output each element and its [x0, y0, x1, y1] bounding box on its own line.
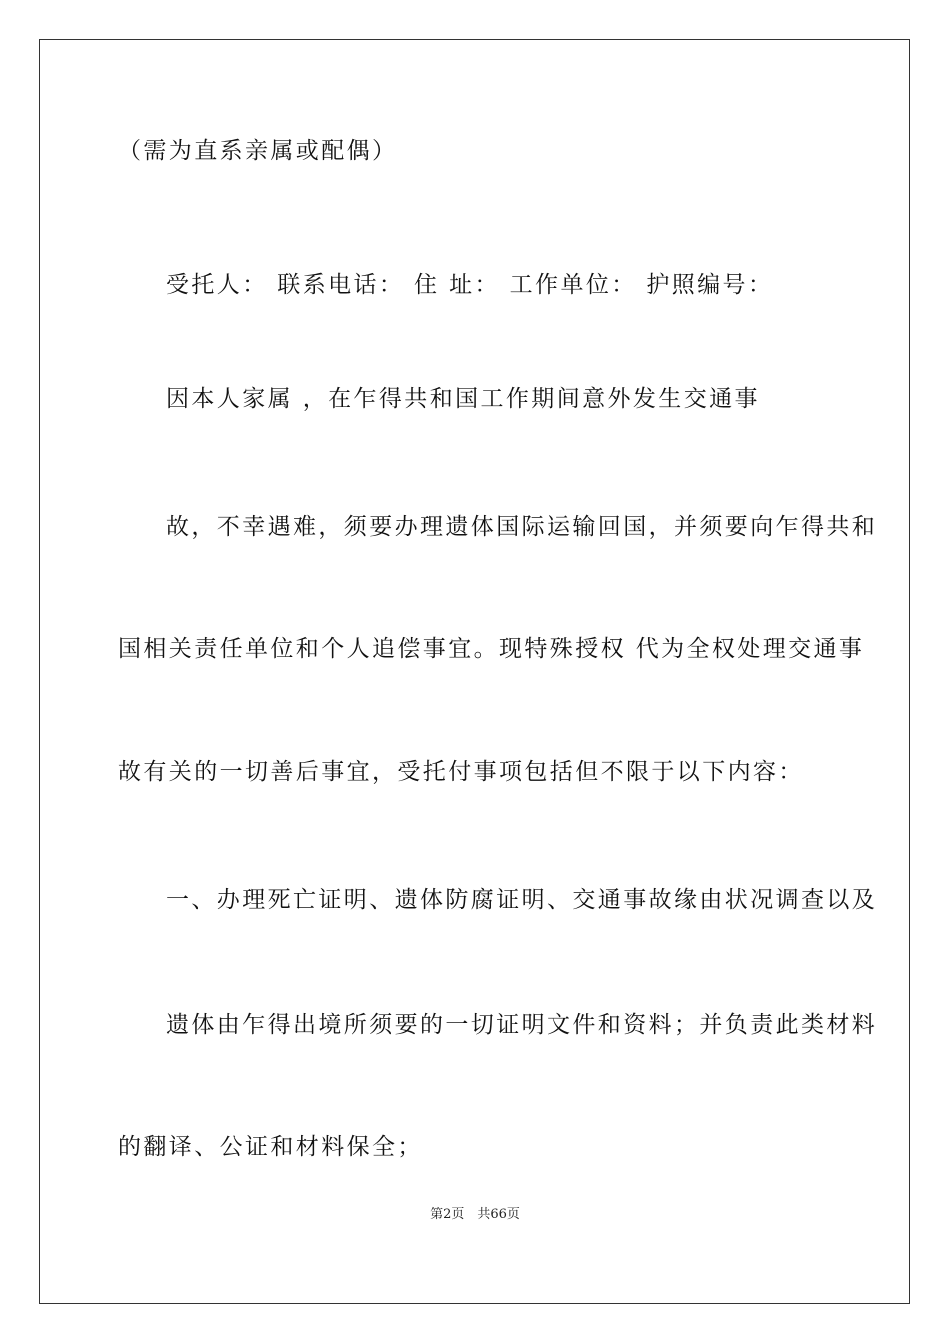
text-line-trustee-fields: 受托人： 联系电话： 住 址： 工作单位： 护照编号：	[166, 272, 774, 298]
page-frame	[39, 39, 910, 1304]
text-line-relation-note: （需为直系亲属或配偶）	[118, 138, 398, 164]
text-line-paragraph-2: 故，不幸遇难，须要办理遗体国际运输回国，并须要向乍得共和	[166, 514, 878, 540]
text-line-paragraph-4: 故有关的一切善后事宜，受托付事项包括但不限于以下内容：	[118, 759, 804, 785]
text-line-item-1-end: 的翻译、公证和材料保全；	[118, 1134, 423, 1160]
text-line-item-1: 一、办理死亡证明、遗体防腐证明、交通事故缘由状况调查以及	[166, 887, 878, 913]
text-line-paragraph-3: 国相关责任单位和个人追偿事宜。现特殊授权 代为全权处理交通事	[118, 636, 865, 662]
page-number-footer: 第2页 共66页	[430, 1207, 520, 1222]
text-line-paragraph-1: 因本人家属 ，在乍得共和国工作期间意外发生交通事	[166, 386, 760, 412]
text-line-item-1-cont: 遗体由乍得出境所须要的一切证明文件和资料；并负责此类材料	[166, 1012, 878, 1038]
